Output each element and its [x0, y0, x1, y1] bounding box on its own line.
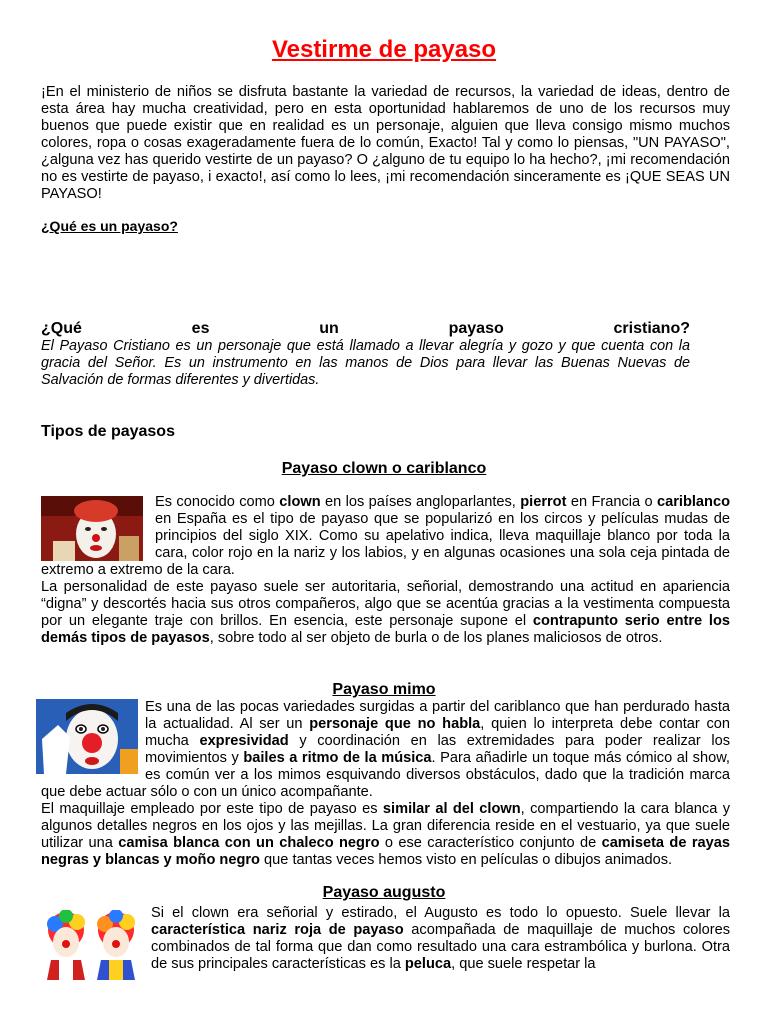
intro-paragraph: ¡En el ministerio de niños se disfruta bastante la variedad de recursos, la variedad de ideas, dentro de esta área hay mucha creatividad, pero en esta oportunidad hablaremos de uno de los recursos muy buenos que puede existir que en realidad es un personaje, alguien que lleva consigo mismo muchos colores, ropa o cosas exageradamente fuera de lo común, Exacto! Tal y como lo piensas, "UN PAYASO", ¿alguna vez has querido vestirte de un payaso? O ¿alguno de tu equipo lo ha hecho?, ¡mi recomendación no es vestirte de payaso, i exacto!, así como lo lees, ¡mi recomendación sinceramente es ¡QUE SEAS UN PAYASO! — [41, 84, 730, 202]
augusto-section: Si el clown era señorial y estirado, el Augusto es todo lo opuesto. Suele llevar la característica nariz roja de payaso acompañada de maquillaje de muchos colores combinados de tal forma que dan como resultado una cara estrambólica y burlona. Otra de sus principales características es la peluca, que suele respetar la — [41, 905, 730, 980]
christian-clown-body: El Payaso Cristiano es un personaje que está llamado a llevar alegría y gozo y que cuenta con la gracia del Señor. Es un instrumento en las manos de Dios para llevar las Buenas Nuevas de Salvación de formas diferentes y divertidas. — [41, 338, 690, 388]
mime-photo-icon — [36, 699, 138, 774]
augusto-heading: Payaso augusto — [322, 884, 446, 901]
clown-photo-icon — [41, 496, 143, 561]
page-title: Vestirme de payaso — [271, 36, 497, 63]
question-link[interactable]: ¿Qué es un payaso? — [41, 218, 178, 234]
clown-heading: Payaso clown o cariblanco — [281, 460, 487, 477]
types-heading: Tipos de payasos — [41, 423, 175, 440]
christian-clown-heading: ¿Qué es un payaso cristiano? — [41, 320, 690, 337]
mime-section: Es una de las pocas variedades surgidas a partir del cariblanco que han perdurado hasta la actualidad. Al ser un personaje que no habla, quien lo interpreta debe contar con mucha expresividad y coordinación en las extremidades para poder realizar los movimientos y bailes a ritmo de la música. Para añadirle un toque más cómico al show, es común ver a los mimos esquivando diversos obstáculos, dado que la tradición marca que debe actuar sólo o con un único acompañante. El maquillaje empleado por este tipo de payaso es similar al del clown, compartiendo la cara blanca y algunos detalles negros en los ojos y las mejillas. La gran diferencia reside en el vestuario, ya que suele utilizar una camisa blanca con un chaleco negro o ese característico conjunto de camiseta de rayas negras y blancas y moño negro que tantas veces hemos visto en películas o dibujos animados. — [41, 699, 730, 869]
augusto-photo-icon — [41, 910, 141, 980]
clown-section: Es conocido como clown en los países angloparlantes, pierrot en Francia o cariblanco en España es el tipo de payaso que se popularizó en los circos y películas mudas de principios del siglo XIX. Como su apelativo indica, lleva maquillaje blanco por toda la cara, color rojo en la nariz y los labios, y en algunas ocasiones una sola ceja pintada de extremo a extremo de la cara. La personalidad de este payaso suele ser autoritaria, señorial, demostrando una actitud en apariencia “digna” y descortés hacia sus otros compañeros, algo que se acentúa gracias a la vestimenta compuesta por un elegante traje con brillos. En esencia, este personaje supone el contrapunto serio entre los demás tipos de payasos, sobre todo al ser objeto de burla o de los planes maliciosos de otros. — [41, 494, 730, 646]
mime-heading: Payaso mimo — [332, 681, 436, 698]
